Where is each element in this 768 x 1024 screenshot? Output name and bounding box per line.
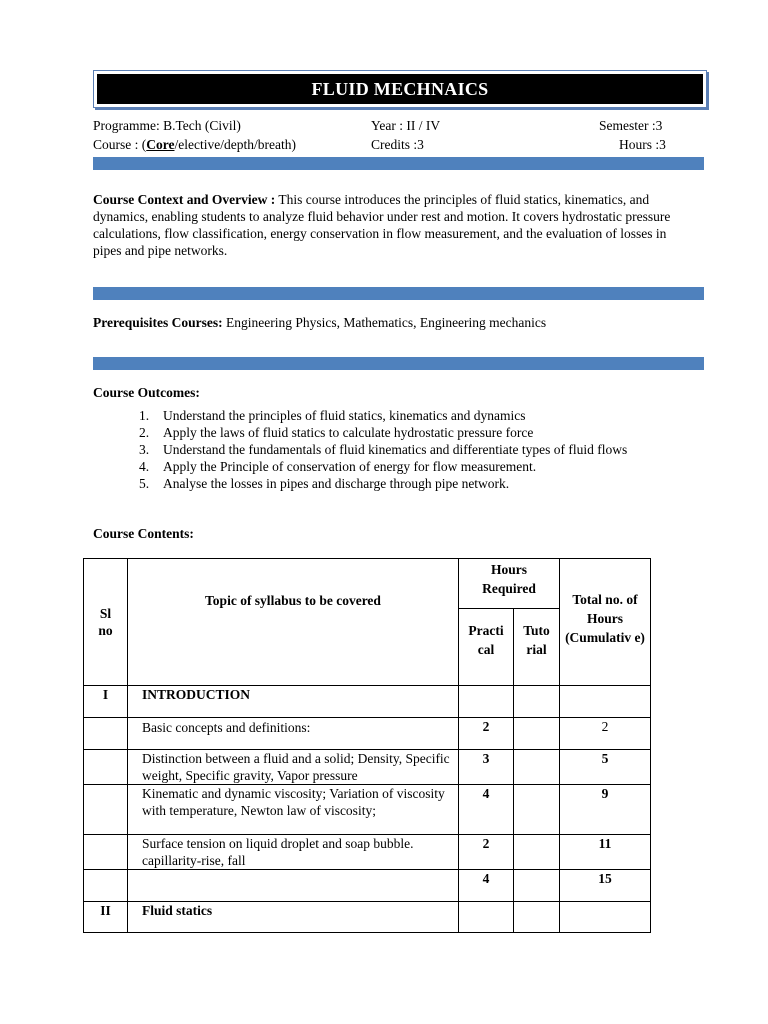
- course-prefix: Course : (: [93, 137, 147, 152]
- course-suffix: /elective/depth/breath): [174, 137, 296, 152]
- divider-bar: [93, 357, 704, 370]
- outcomes-heading: Course Outcomes:: [93, 385, 200, 400]
- list-item: 4. Apply the Principle of conservation of energy for flow measurement.: [139, 459, 537, 474]
- credits-text: Credits :3: [371, 137, 424, 152]
- table-header-row: [84, 559, 651, 609]
- course-context: [93, 191, 683, 259]
- context-text: This course introduces the principles of fluid statics, kinematics, and dynamics, enabling students to analyze fluid behavior under rest and motion. It covers hydrostatic pressure calculations, flow classification, energy conservation in flow measurement, and the evaluation of losses in pipes and pipe networks.: [93, 192, 671, 258]
- header-topic: Topic of syllabus to be covered: [128, 559, 459, 686]
- header-hours-required: Hours Required: [459, 559, 560, 609]
- header-practical: Practi cal: [459, 609, 514, 686]
- prerequisites-label: Prerequisites Courses:: [93, 315, 223, 330]
- table-row: Kinematic and dynamic viscosity; Variation of viscosity with temperature, Newton law of viscosity; 4 9: [84, 785, 651, 835]
- table-row: I INTRODUCTION: [84, 686, 651, 718]
- divider-bar: [93, 287, 704, 300]
- document-title: FLUID MECHNAICS: [97, 74, 703, 104]
- divider-bar: [93, 157, 704, 170]
- course-type-text: [93, 136, 296, 153]
- title-box: [93, 70, 707, 108]
- header-sl: Sl no: [84, 559, 128, 686]
- table-row: Basic concepts and definitions: 2 2: [84, 718, 651, 750]
- prerequisites-text: Engineering Physics, Mathematics, Engineering mechanics: [222, 315, 547, 330]
- course-contents-table: [83, 558, 651, 933]
- table-row: 4 15: [84, 870, 651, 902]
- header-total: Total no. of Hours (Cumulativ e): [560, 559, 651, 686]
- year-text: Year : II / IV: [371, 118, 441, 133]
- table-row: II Fluid statics: [84, 902, 651, 933]
- table-row: Distinction between a fluid and a solid; Density, Specific weight, Specific gravity, Vapor pressure 3 5: [84, 750, 651, 785]
- list-item: 2. Apply the laws of fluid statics to calculate hydrostatic pressure force: [139, 425, 534, 440]
- list-item: 5. Analyse the losses in pipes and discharge through pipe network.: [139, 476, 510, 491]
- course-core: Core: [146, 137, 175, 152]
- semester-text: Semester :3: [599, 118, 663, 133]
- list-item: 3. Understand the fundamentals of fluid kinematics and differentiate types of fluid flows: [139, 442, 628, 457]
- table-row: Surface tension on liquid droplet and soap bubble. capillarity-rise, fall 2 11: [84, 835, 651, 870]
- list-item: 1. Understand the principles of fluid statics, kinematics and dynamics: [139, 408, 526, 423]
- hours-text: Hours :3: [619, 137, 666, 152]
- programme-text: Programme: B.Tech (Civil): [93, 118, 241, 133]
- prerequisites: [93, 314, 546, 331]
- outcomes-list: [93, 407, 673, 492]
- context-label: Course Context and Overview :: [93, 192, 276, 207]
- header-tutorial: Tuto rial: [514, 609, 560, 686]
- contents-heading: Course Contents:: [93, 526, 194, 541]
